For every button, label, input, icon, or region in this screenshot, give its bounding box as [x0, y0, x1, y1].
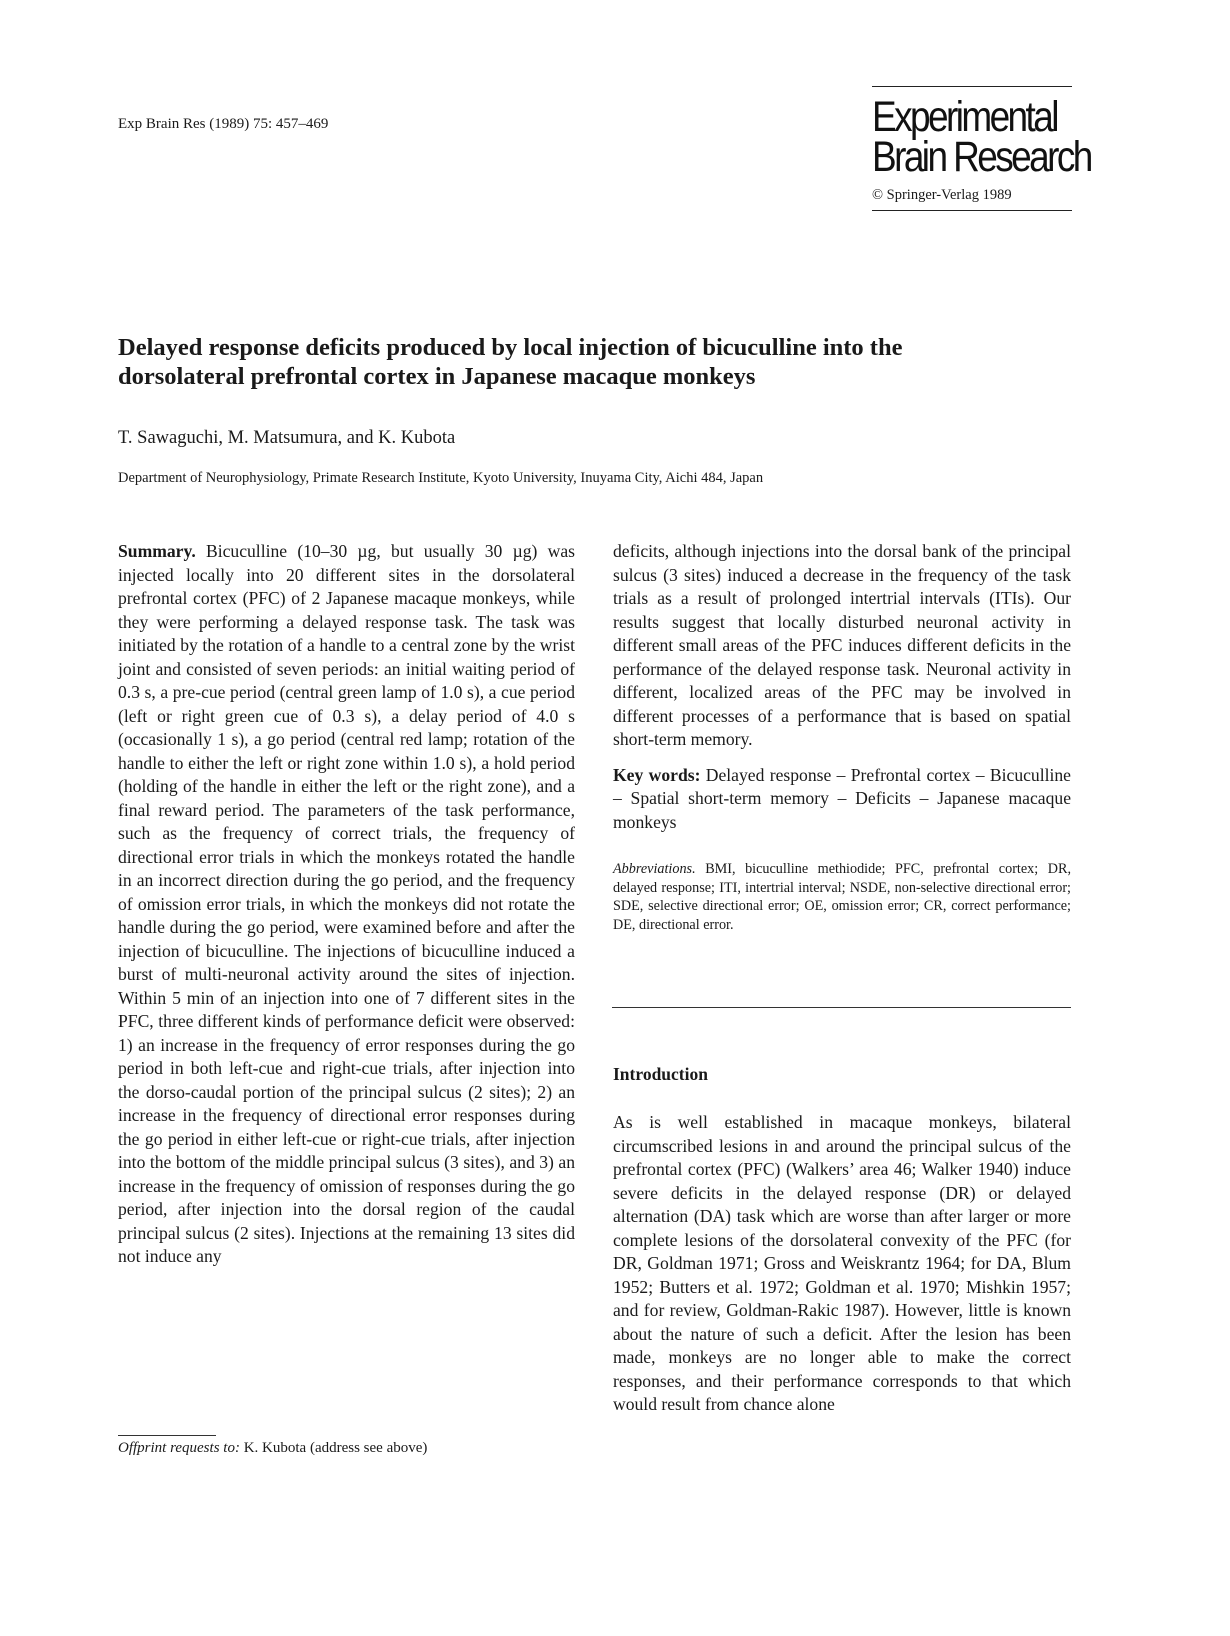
- introduction-heading: Introduction: [613, 1064, 708, 1084]
- summary-continuation: deficits, although injections into the dorsal bank of the principal sulcus (3 sites) induced a decrease in the frequency of the task trials as a result of prolonged intertrial intervals (ITIs). Our results suggest that locally disturbed neuronal activity in different small areas of the PFC induces different deficits in the performance of the delayed response task. Neuronal activity in different, localized areas of the PFC may be involved in different processes of a performance that is based on spatial short-term memory.: [613, 541, 1071, 749]
- author-list: T. Sawaguchi, M. Matsumura, and K. Kubota: [118, 428, 456, 448]
- abbreviations-text: BMI, bicuculline methiodide; PFC, prefrontal cortex; DR, delayed response; ITI, intertrial interval; NSDE, non-selective directional error; SDE, selective directional error; OE, omission error; CR, correct performance; DE, directional error.: [613, 861, 1072, 933]
- footnote: [118, 1440, 427, 1457]
- footnote-label: Offprint requests to:: [118, 1440, 240, 1456]
- introduction-column: [613, 1111, 1071, 1417]
- journal-brand: [872, 86, 1091, 211]
- keywords-paragraph: [613, 764, 1071, 835]
- keywords-label: Key words:: [613, 764, 701, 785]
- brand-bottom-rule: [872, 210, 1072, 211]
- summary-text: Bicuculline (10–30 µg, but usually 30 µg) was injected locally into 20 different sites in the dorsolateral prefrontal cortex (PFC) of 2 Japanese macaque monkeys, while they were performing a delayed response task. The task was initiated by the rotation of a handle to a central zone by the wrist joint and consisted of seven periods: an initial waiting period of 0.3 s, a pre-cue period (central green lamp of 1.0 s), a cue period (left or right green cue of 0.3 s), a delay period of 4.0 s (occasionally 1 s), a go period (central red lamp; rotation of the handle to either the left or right zone within 1.0 s), a hold period (holding of the handle in either the left or the right zone), and a final reward period. The parameters of the task performance, such as the frequency of correct trials, the frequency of directional error trials in which the monkeys rotated the handle in an incorrect direction during the go period, and the frequency of omission error trials, in which the monkeys did not rotate the handle during the go period, were examined before and after the injection of bicuculline. The injections of bicuculline induced a burst of multi-neuronal activity around the sites of injection. Within 5 min of an injection into one of 7 different sites in the PFC, three different kinds of performance deficit were observed: 1) an increase in the frequency of error responses during the go period in both left-cue and right-cue trials, after injection into the dorso-caudal portion of the principal sulcus (2 sites); 2) an increase in the frequency of directional error responses during the go period in either left-cue or right-cue trials, after injection into the bottom of the middle principal sulcus (3 sites), and 3) an increase in the frequency of omission of responses during the go period, after injection into the dorsal region of the caudal principal sulcus (2 sites). Injections at the remaining 13 sites did not induce any: [118, 541, 575, 1266]
- keywords-text: Delayed response – Prefrontal cortex – Bicuculline – Spatial short-term memory – Deficits – Japanese macaque monkeys: [613, 764, 1071, 832]
- section-divider: [612, 1007, 1071, 1008]
- article-title: Delayed response deficits produced by local injection of bicuculline into the dorsolateral prefrontal cortex in Japanese macaque monkeys: [118, 334, 903, 390]
- footnote-text: K. Kubota (address see above): [243, 1440, 428, 1456]
- introduction-text: As is well established in macaque monkeys, bilateral circumscribed lesions in and around the principal sulcus of the prefrontal cortex (PFC) (Walkers’ area 46; Walker 1940) induce severe deficits in the delayed response (DR) or delayed alternation (DA) task which are worse than after larger or more complete lesions of the dorsolateral convexity of the PFC (for DR, Goldman 1971; Gross and Weiskrantz 1964; for DA, Blum 1952; Butters et al. 1972; Goldman et al. 1970; Mishkin 1957; and for review, Goldman-Rakic 1987). However, little is known about the nature of such a deficit. After the lesion has been made, monkeys are no longer able to make the correct responses, and their performance corresponds to that which would result from chance alone: [613, 1112, 1071, 1414]
- footnote-rule: [118, 1435, 216, 1436]
- journal-name-line2: Brain Research: [872, 133, 1091, 181]
- summary-left-column: [118, 540, 575, 1269]
- brand-top-rule: [872, 86, 1072, 87]
- affiliation: Department of Neurophysiology, Primate Research Institute, Kyoto University, Inuyama City, Aichi 484, Japan: [118, 470, 764, 486]
- journal-name-line1: Experimental: [872, 93, 1057, 141]
- abbreviations-label: Abbreviations.: [613, 861, 696, 877]
- journal-citation: Exp Brain Res (1989) 75: 457–469: [118, 116, 329, 132]
- summary-right-column: [613, 540, 1071, 934]
- summary-label: Summary.: [118, 541, 196, 561]
- copyright-notice: © Springer-Verlag 1989: [872, 187, 1012, 203]
- summary-paragraph: [118, 540, 575, 1269]
- abbreviations-paragraph: [613, 860, 1071, 934]
